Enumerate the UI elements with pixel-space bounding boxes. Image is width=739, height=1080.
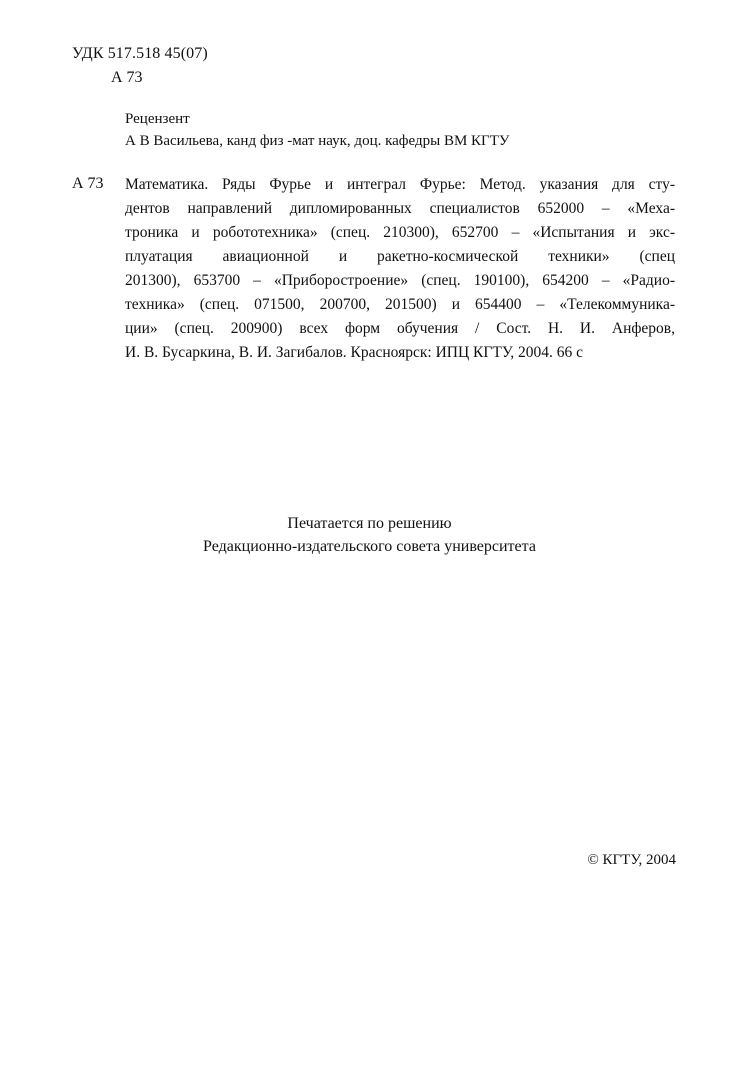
library-index-code: А 73 <box>111 69 143 86</box>
entry-line: техника» (спец. 071500, 200700, 201500) и 654400 – «Телекоммуника- <box>125 296 675 313</box>
entry-line: И. В. Бусаркина, В. И. Загибалов. Красноярск: ИПЦ КГТУ, 2004. 66 с <box>125 344 584 361</box>
print-notice-line: Печатается по решению <box>287 515 452 532</box>
entry-line: дентов направлений дипломированных специалистов 652000 – «Меха- <box>125 200 675 217</box>
print-approval-notice <box>0 512 739 558</box>
bibliographic-entry <box>125 173 675 365</box>
entry-line: ции» (спец. 200900) всех форм обучения / Сост. Н. И. Анферов, <box>125 320 675 337</box>
copyright-notice: © КГТУ, 2004 <box>587 852 676 868</box>
reviewer-name: А В Васильева, канд физ -мат наук, доц. кафедры ВМ КГТУ <box>125 133 510 149</box>
entry-line: 201300), 653700 – «Приборостроение» (спец. 190100), 654200 – «Радио- <box>125 272 675 289</box>
print-notice-line: Редакционно-издательского совета университета <box>203 538 536 555</box>
entry-line: Математика. Ряды Фурье и интеграл Фурье: Метод. указания для сту- <box>125 176 675 193</box>
reviewer-title: Рецензент <box>125 111 190 127</box>
entry-line: троника и робототехника» (спец. 210300), 652700 – «Испытания и экс- <box>125 224 675 241</box>
bibliographic-entry-index: А 73 <box>72 175 104 192</box>
entry-line: плуатация авиационной и ракетно-космической техники» (спец <box>125 248 675 265</box>
udk-code: УДК 517.518 45(07) <box>72 45 208 62</box>
